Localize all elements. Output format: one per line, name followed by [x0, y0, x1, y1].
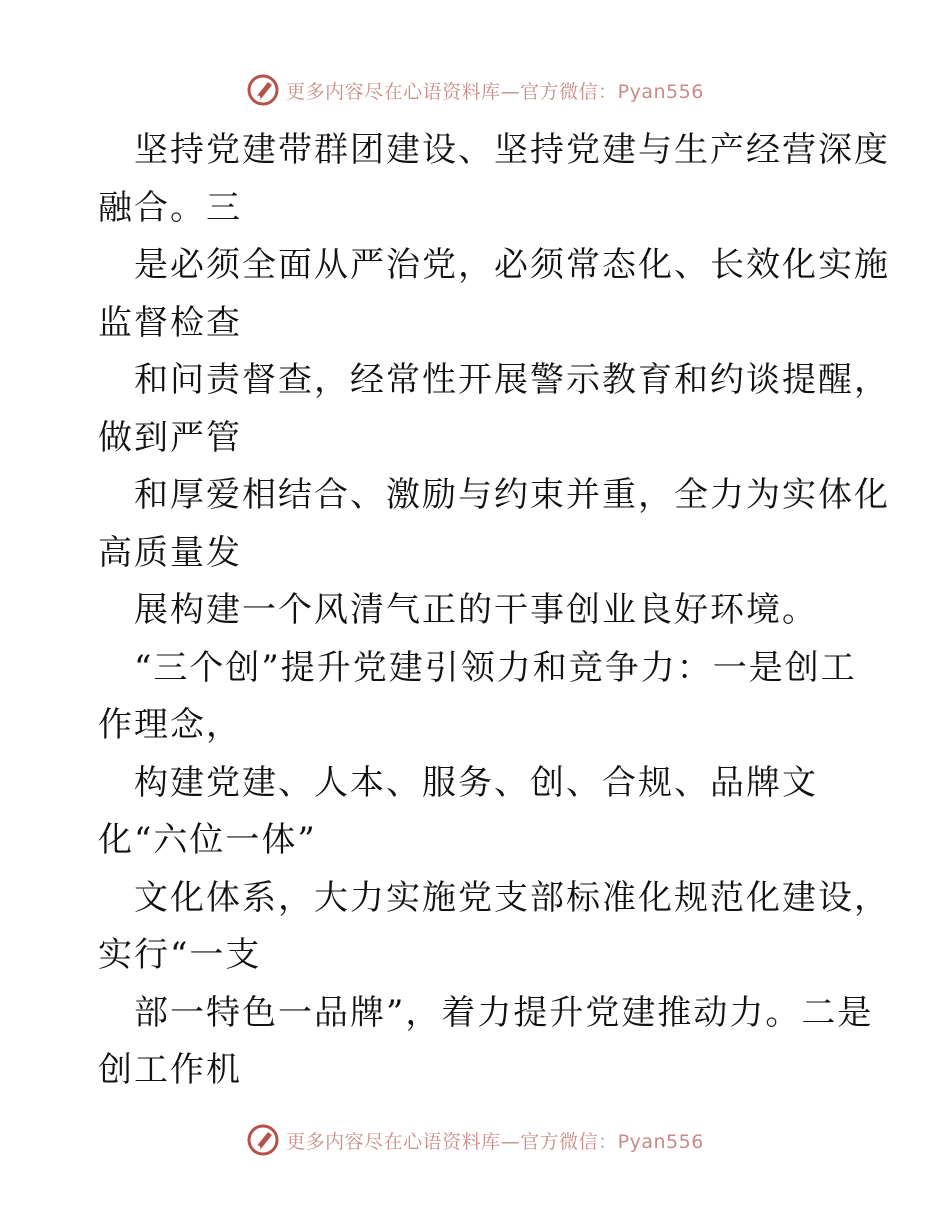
paragraph-4	[98, 467, 890, 582]
paragraph-line: 和厚爱相结合、激励与约束并重，全力为实体化	[134, 475, 890, 515]
paragraph-line: 是必须全面从严治党，必须常态化、长效化实施	[134, 245, 890, 285]
paragraph-7	[98, 755, 858, 870]
pen-logo-icon	[246, 1123, 280, 1157]
paragraph-line: 坚持党建带群团建设、坚持党建与生产经营深度	[134, 130, 890, 170]
paragraph-line: 化“六位一体”	[98, 820, 317, 860]
paragraph-line: 高质量发	[98, 532, 242, 573]
paragraph-line: 监督检查	[98, 302, 242, 343]
paragraph-8	[98, 870, 890, 985]
paragraph-line: 展构建一个风清气正的干事创业良好环境。	[134, 590, 818, 630]
document-body	[98, 122, 890, 1100]
paragraph-line: 融合。三	[98, 187, 242, 228]
footer-watermark	[0, 1120, 950, 1160]
paragraph-9	[98, 985, 874, 1100]
watermark-text: 更多内容尽在心语资料库—官方微信：Pyan556	[286, 1130, 704, 1153]
watermark-text: 更多内容尽在心语资料库—官方微信：Pyan556	[286, 80, 704, 103]
paragraph-line: 作理念，	[98, 705, 242, 745]
paragraph-line: 文化体系，大力实施党支部标准化规范化建设，	[134, 877, 890, 918]
paragraph-line: 做到严管	[98, 417, 242, 458]
paragraph-5	[98, 582, 858, 640]
paragraph-line: 创工作机	[98, 1050, 242, 1090]
paragraph-line: 构建党建、人本、服务、创、合规、品牌文	[134, 762, 818, 803]
paragraph-3	[98, 352, 890, 467]
paragraph-2	[98, 237, 890, 352]
paragraph-line: “三个创”提升党建引领力和竞争力：一是创工	[134, 647, 857, 688]
paragraph-line: 实行“一支	[98, 935, 262, 975]
pen-logo-icon	[246, 73, 280, 107]
header-watermark	[0, 70, 950, 110]
paragraph-1	[98, 122, 890, 237]
paragraph-line: 部一特色一品牌”，着力提升党建推动力。二是	[134, 992, 874, 1033]
paragraph-6	[98, 640, 858, 755]
paragraph-line: 和问责督查，经常性开展警示教育和约谈提醒，	[134, 360, 890, 400]
